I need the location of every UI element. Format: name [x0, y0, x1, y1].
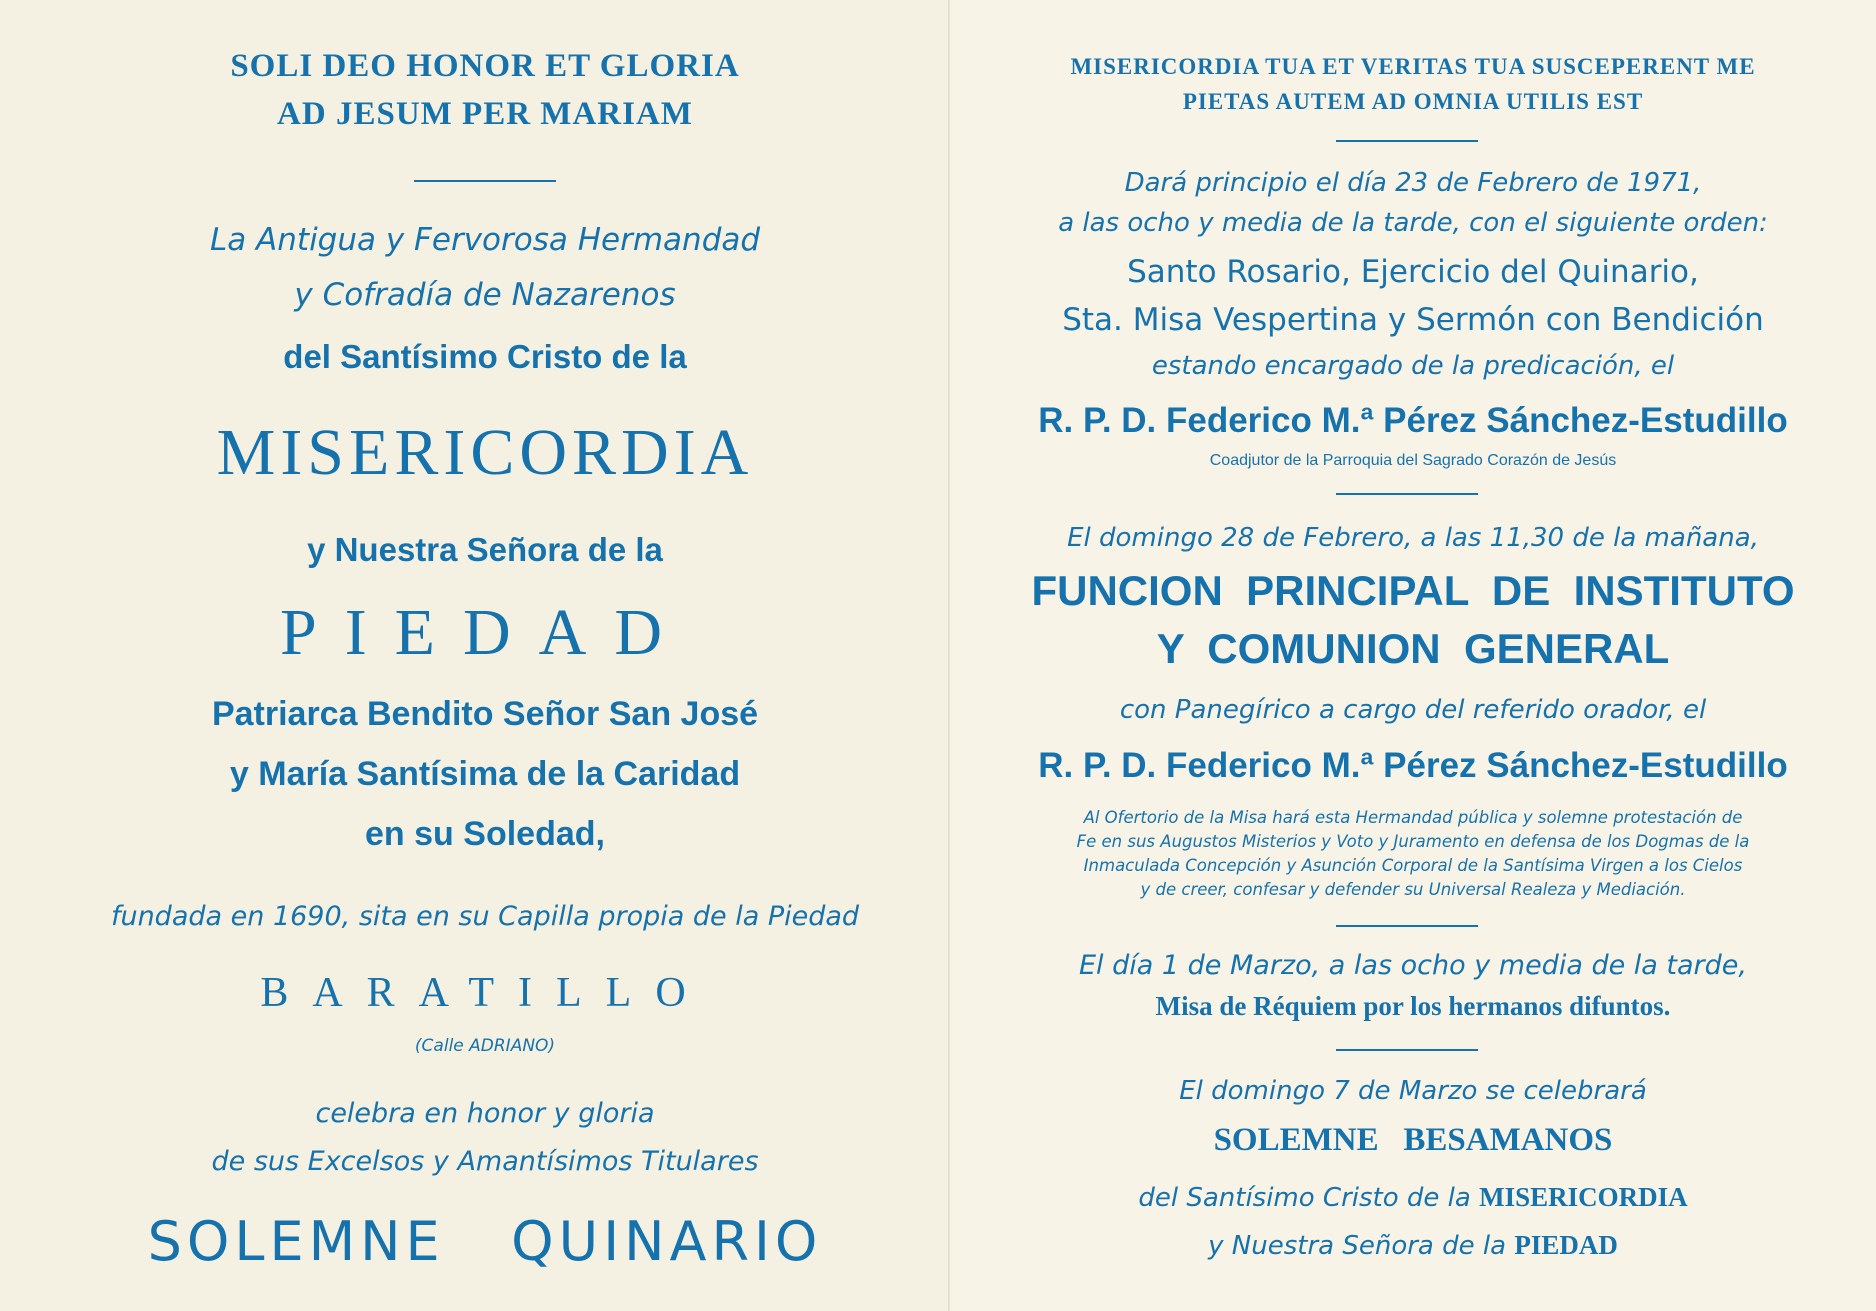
- panegirico-line: con Panegírico a cargo del referido orador, el: [1119, 695, 1707, 725]
- cristo-titular-line: [950, 1184, 1876, 1211]
- intro-line-1: La Antigua y Fervorosa Hermandad: [209, 222, 761, 258]
- cristo-line: del Santísimo Cristo de la: [283, 338, 687, 375]
- cristo-titular-prefix: del Santísimo Cristo de la: [1138, 1183, 1480, 1213]
- start-line-2: a las ocho y media de la tarde, con el siguiente orden:: [1058, 208, 1768, 238]
- marzo-1-line: El día 1 de Marzo, a las ocho y media de la tarde,: [1079, 950, 1747, 981]
- intro-line-2: y Cofradía de Nazarenos: [294, 277, 676, 313]
- preacher-name-1: R. P. D. Federico M.ª Pérez Sánchez-Estudillo: [1038, 401, 1788, 440]
- preacher-name-2: R. P. D. Federico M.ª Pérez Sánchez-Estudillo: [1038, 746, 1788, 785]
- senora-line: y Nuestra Señora de la: [307, 531, 663, 568]
- left-motto-line-1: SOLI DEO HONOR ET GLORIA: [230, 48, 740, 84]
- right-divider-1: [1336, 140, 1478, 142]
- patriarca-line-2: y María Santísima de la Caridad: [229, 755, 741, 793]
- orden-line-1: Santo Rosario, Ejercicio del Quinario,: [1127, 254, 1699, 290]
- marzo-7-line: El domingo 7 de Marzo se celebrará: [1179, 1076, 1647, 1106]
- senora-titular-name: PIEDAD: [1514, 1230, 1618, 1260]
- domingo-28-line: El domingo 28 de Febrero, a las 11,30 de la mañana,: [1067, 523, 1759, 553]
- start-line-1: Dará principio el día 23 de Febrero de 1971,: [1124, 168, 1702, 198]
- ofertorio-line-2: Fe en sus Augustos Misterios y Voto y Juramento en defensa de los Dogmas de la: [1076, 832, 1750, 851]
- ofertorio-line-1: Al Ofertorio de la Misa hará esta Hermandad pública y solemne protestación de: [1083, 808, 1743, 827]
- patriarca-line-1: Patriarca Bendito Señor San José: [211, 695, 759, 733]
- right-divider-4: [1336, 1049, 1478, 1051]
- senora-titular-prefix: y Nuestra Señora de la: [1208, 1231, 1515, 1261]
- patriarca-line-3: en su Soledad,: [365, 815, 605, 853]
- celebra-line-2: de sus Excelsos y Amantísimos Titulares: [211, 1146, 759, 1177]
- cristo-titular-name: MISERICORDIA: [1479, 1182, 1688, 1212]
- fundada-line: fundada en 1690, sita en su Capilla propia de la Piedad: [110, 901, 860, 932]
- left-divider-1: [414, 180, 556, 182]
- coadjutor-line: Coadjutor de la Parroquia del Sagrado Corazón de Jesús: [1209, 452, 1617, 469]
- besamanos-title: SOLEMNE BESAMANOS: [1213, 1122, 1613, 1158]
- baratillo-title: BARATILLO: [260, 970, 710, 1016]
- funcion-title-2: Y COMUNION GENERAL: [1156, 625, 1670, 672]
- celebra-line-1: celebra en honor y gloria: [315, 1098, 655, 1129]
- encargado-line: estando encargado de la predicación, el: [1151, 351, 1675, 381]
- ofertorio-line-4: y de creer, confesar y defender su Universal Realeza y Mediación.: [1140, 880, 1686, 899]
- right-motto-line-1: MISERICORDIA TUA ET VERITAS TUA SUSCEPERENT ME: [1070, 54, 1756, 79]
- requiem-line: Misa de Réquiem por los hermanos difuntos.: [1155, 991, 1671, 1021]
- right-divider-2: [1336, 493, 1478, 495]
- senora-titular-line: [950, 1232, 1876, 1259]
- calle-note: (Calle ADRIANO): [414, 1036, 556, 1056]
- right-page: [950, 0, 1876, 1311]
- funcion-title-1: FUNCION PRINCIPAL DE INSTITUTO: [1031, 567, 1795, 614]
- right-divider-3: [1336, 925, 1478, 927]
- ofertorio-line-3: Inmaculada Concepción y Asunción Corporal de la Santísima Virgen a los Cielos: [1083, 856, 1743, 875]
- misericordia-title: MISERICORDIA: [216, 416, 754, 489]
- quinario-title: SOLEMNE QUINARIO: [147, 1210, 823, 1273]
- right-motto-line-2: PIETAS AUTEM AD OMNIA UTILIS EST: [1182, 89, 1644, 114]
- orden-line-2: Sta. Misa Vespertina y Sermón con Bendición: [1062, 302, 1764, 338]
- piedad-title: PIEDAD: [280, 596, 690, 669]
- left-motto-line-2: AD JESUM PER MARIAM: [277, 96, 693, 132]
